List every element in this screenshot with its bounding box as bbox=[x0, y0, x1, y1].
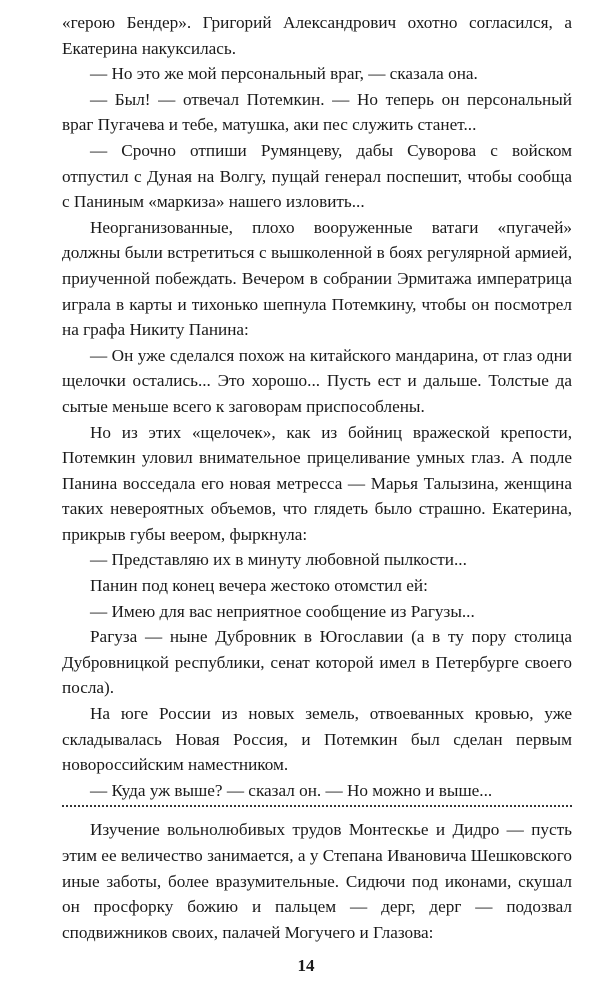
paragraph: — Срочно отпиши Румянцеву, дабы Суворова с войском отпустил с Дуная на Волгу, пущай генерал поспешит, чтобы сообща с Паниным «маркиза» нашего изловить... bbox=[62, 140, 572, 212]
paragraph: — Но это же мой персональный враг, — сказала она. bbox=[90, 64, 478, 84]
text-section-2 bbox=[62, 817, 572, 945]
text-section-1 bbox=[62, 10, 572, 803]
paragraph: На юге России из новых земель, отвоеванных кровью, уже складывалась Новая Россия, и Потемкин был сделан первым новороссийским наместником. bbox=[62, 704, 572, 775]
paragraph: «герою Бендер». Григорий Александрович охотно согласился, а Екатерина накуксилась. bbox=[62, 13, 572, 58]
paragraph: — Он уже сделался похож на китайского мандарина, от глаз одни щелочки остались... Это хорошо... Пусть ест и дальше. Толстые да сытые меньше всего к заговорам приспособлены. bbox=[62, 345, 572, 416]
paragraph: — Куда уж выше? — сказал он. — Но можно и выше... bbox=[90, 780, 493, 800]
paragraph: — Имею для вас неприятное сообщение из Рагузы... bbox=[90, 601, 475, 621]
paragraph: Но из этих «щелочек», как из бойниц вражеской крепости, Потемкин уловил внимательное прицеливание умных глаз. А подле Панина восседала его новая метресса — Марья Талызина, женщина таких невероятных объемов, что глядеть было страшно. Екатерина, прикрыв губы веером, фыркнула: bbox=[62, 422, 572, 544]
page-body bbox=[62, 10, 572, 945]
paragraph: Панин под конец вечера жестоко отомстил ей: bbox=[90, 576, 428, 596]
page-number: 14 bbox=[297, 956, 315, 975]
paragraph: — Представляю их в минуту любовной пылкости... bbox=[90, 550, 467, 570]
paragraph: Изучение вольнолюбивых трудов Монтескье и Дидро — пусть этим ее величество занимается, а у Степана Ивановича Шешковского иные заботы, более вразумительные. Сидючи под иконами, скушал он просфорку божию и пальцем — дерг, дерг — подозвал сподвижников своих, палачей Могучего и Глазова: bbox=[62, 820, 572, 942]
paragraph: — Был! — отвечал Потемкин. — Но теперь он персональный враг Пугачева и тебе, матушка, аки пес служить станет... bbox=[62, 89, 572, 135]
paragraph: Рагуза — ныне Дубровник в Югославии (а в ту пору столица Дубровницкой республики, сенат которой имел в Петербурге своего посла). bbox=[62, 627, 572, 698]
paragraph: Неорганизованные, плохо вооруженные ватаги «пугачей» должны были встретиться с вышколенной в боях регулярной армией, приученной побеждать. Вечером в собрании Эрмитажа императрица играла в карты и тихонько шепнула Потемкину, чтобы он посмотрел на графа Никиту Панина: bbox=[62, 217, 572, 340]
section-separator bbox=[62, 805, 572, 807]
